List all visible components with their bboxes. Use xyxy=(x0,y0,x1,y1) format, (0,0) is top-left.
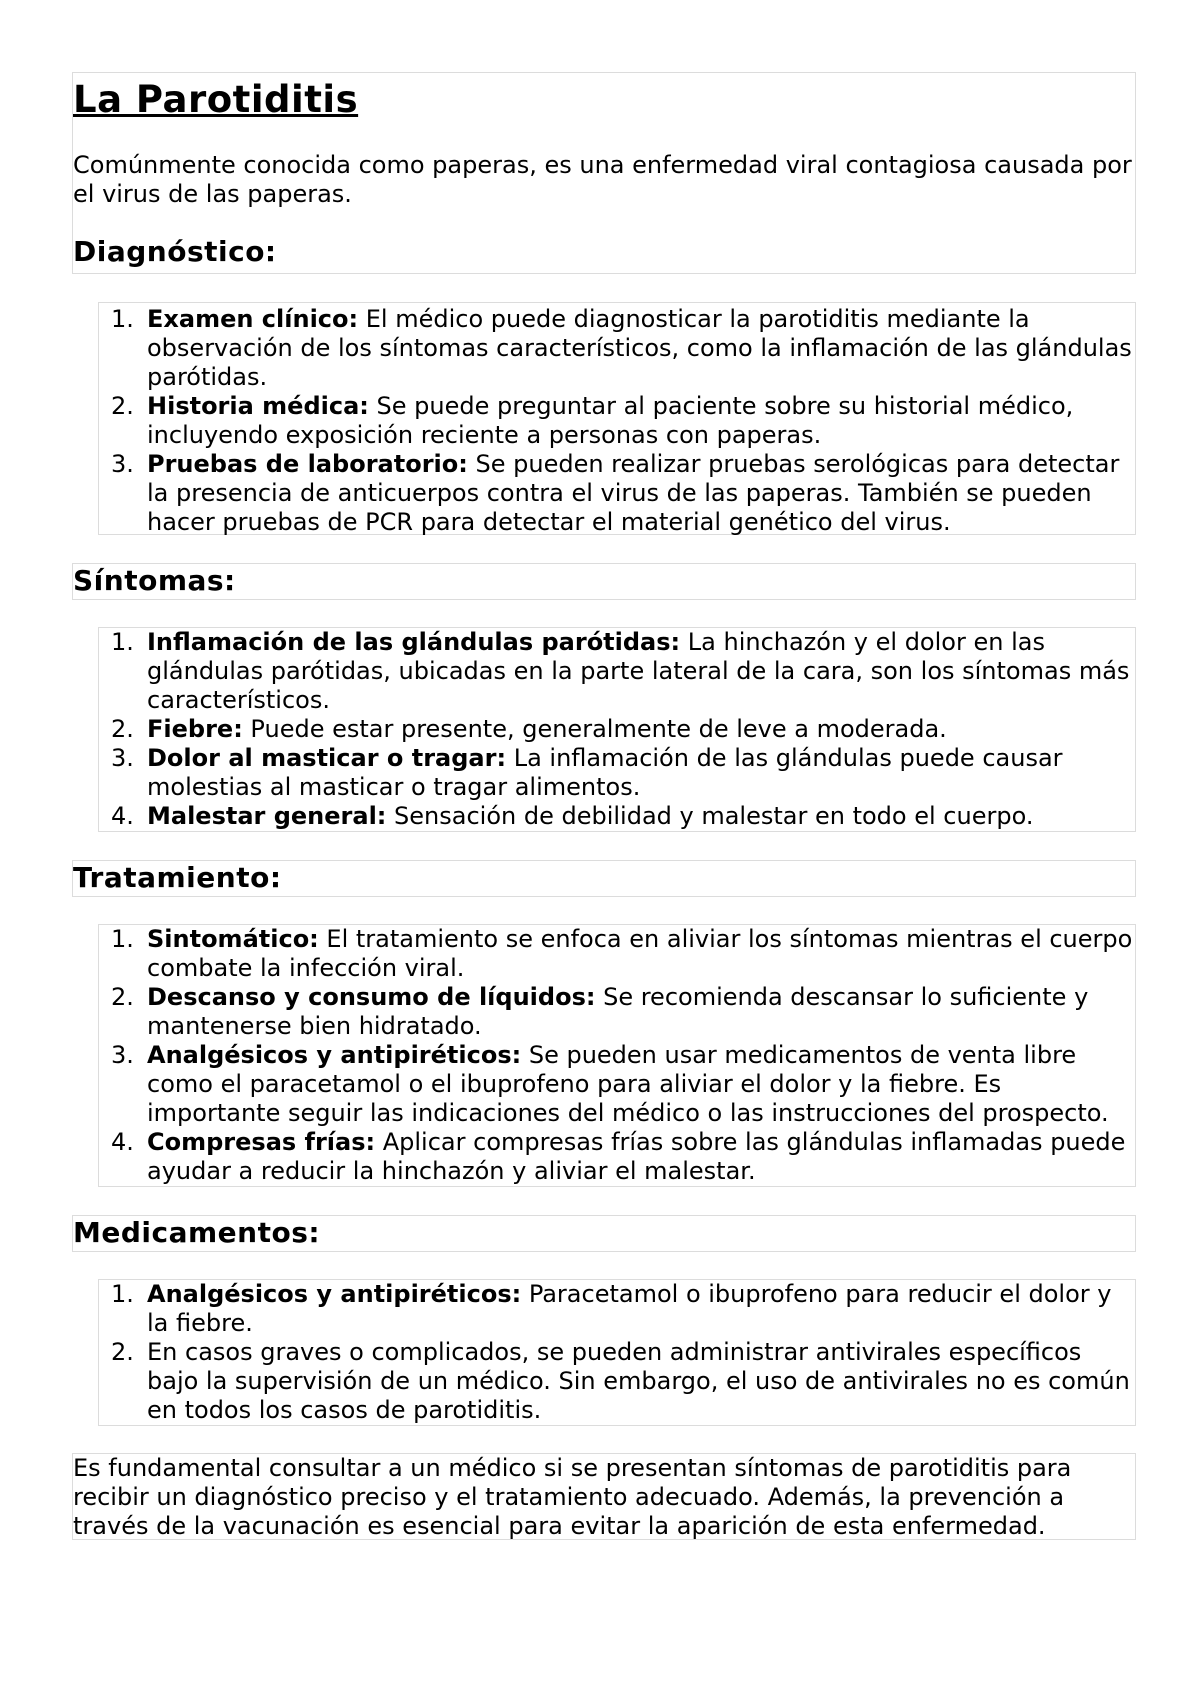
list-item xyxy=(99,1041,1135,1128)
page-title: La Parotiditis xyxy=(73,78,359,121)
list-number: 2. xyxy=(111,1338,134,1366)
tratamiento-heading-box xyxy=(72,860,1136,897)
section-heading-sintomas: Síntomas: xyxy=(73,564,236,597)
list-text: Sensación de debilidad y malestar en todo el cuerpo. xyxy=(386,802,1034,830)
list-number: 3. xyxy=(111,1041,134,1069)
list-item xyxy=(99,925,1135,983)
list-number: 3. xyxy=(111,744,134,772)
list-text: Se puede preguntar al paciente sobre su historial médico, incluyendo exposición reciente a personas con paperas. xyxy=(147,392,1074,449)
list-text: La inflamación de las glándulas puede causar molestias al masticar o tragar alimentos. xyxy=(147,744,1063,801)
list-term: Inflamación de las glándulas parótidas: xyxy=(147,628,681,656)
list-text: En casos graves o complicados, se pueden administrar antivirales específicos bajo la supervisión de un médico. Sin embargo, el uso de antivirales no es común en todos los casos de parotiditis. xyxy=(147,1338,1130,1424)
section-heading-tratamiento: Tratamiento: xyxy=(73,861,282,894)
list-number: 1. xyxy=(111,1280,134,1308)
list-number: 2. xyxy=(111,392,134,420)
list-item xyxy=(99,450,1135,537)
list-number: 1. xyxy=(111,628,134,656)
medicamentos-heading-box xyxy=(72,1215,1136,1252)
list-number: 2. xyxy=(111,715,134,743)
list-number: 4. xyxy=(111,802,134,830)
list-item xyxy=(99,983,1135,1041)
list-item xyxy=(99,305,1135,392)
list-item xyxy=(99,802,1135,831)
list-term: Fiebre: xyxy=(147,715,243,743)
list-number: 2. xyxy=(111,983,134,1011)
section-heading-diagnostico: Diagnóstico: xyxy=(73,235,277,268)
list-item xyxy=(99,1338,1135,1425)
list-text: Puede estar presente, generalmente de leve a moderada. xyxy=(242,715,947,743)
list-number: 4. xyxy=(111,1128,134,1156)
list-text: Se pueden usar medicamentos de venta libre como el paracetamol o el ibuprofeno para aliviar el dolor y la fiebre. Es importante seguir las indicaciones del médico o las instrucciones del prospecto. xyxy=(147,1041,1109,1127)
list-term: Dolor al masticar o tragar: xyxy=(147,744,507,772)
list-item xyxy=(99,1280,1135,1338)
list-number: 1. xyxy=(111,305,134,333)
list-number: 1. xyxy=(111,925,134,953)
conclusion-box xyxy=(72,1453,1136,1540)
list-term: Analgésicos y antipiréticos: xyxy=(147,1041,522,1069)
list-item xyxy=(99,628,1135,715)
intro-paragraph: Comúnmente conocida como paperas, es una enfermedad viral contagiosa causada por el virus de las paperas. xyxy=(73,151,1132,208)
sintomas-list xyxy=(99,628,1135,831)
list-text: Aplicar compresas frías sobre las glándulas inflamadas puede ayudar a reducir la hinchazón y aliviar el malestar. xyxy=(147,1128,1126,1185)
list-term: Historia médica: xyxy=(147,392,369,420)
list-term: Descanso y consumo de líquidos: xyxy=(147,983,596,1011)
list-number: 3. xyxy=(111,450,134,478)
header-block xyxy=(72,72,1136,274)
list-text: El médico puede diagnosticar la parotiditis mediante la observación de los síntomas característicos, como la inflamación de las glándulas parótidas. xyxy=(147,305,1132,391)
medicamentos-list xyxy=(99,1280,1135,1425)
sintomas-heading-box xyxy=(72,563,1136,600)
conclusion-paragraph: Es fundamental consultar a un médico si se presentan síntomas de parotiditis para recibir un diagnóstico preciso y el tratamiento adecuado. Además, la prevención a través de la vacunación es esencial para evitar la aparición de esta enfermedad. xyxy=(73,1454,1072,1540)
list-text: Paracetamol o ibuprofeno para reducir el dolor y la fiebre. xyxy=(147,1280,1112,1337)
list-term: Sintomático: xyxy=(147,925,319,953)
list-text: El tratamiento se enfoca en aliviar los síntomas mientras el cuerpo combate la infección viral. xyxy=(147,925,1133,982)
list-term: Compresas frías: xyxy=(147,1128,376,1156)
list-item xyxy=(99,715,1135,744)
list-term: Analgésicos y antipiréticos: xyxy=(147,1280,522,1308)
diagnostico-list-box xyxy=(98,302,1136,535)
tratamiento-list-box xyxy=(98,924,1136,1187)
list-item xyxy=(99,392,1135,450)
list-term: Examen clínico: xyxy=(147,305,359,333)
tratamiento-list xyxy=(99,925,1135,1186)
list-text: Se recomienda descansar lo suficiente y mantenerse bien hidratado. xyxy=(147,983,1089,1040)
list-text: La hinchazón y el dolor en las glándulas parótidas, ubicadas en la parte lateral de la cara, son los síntomas más característicos. xyxy=(147,628,1130,714)
diagnostico-list xyxy=(99,305,1135,537)
list-text: Se pueden realizar pruebas serológicas para detectar la presencia de anticuerpos contra el virus de las paperas. También se pueden hacer pruebas de PCR para detectar el material genético del virus. xyxy=(147,450,1120,536)
medicamentos-list-box xyxy=(98,1279,1136,1426)
list-item xyxy=(99,744,1135,802)
list-term: Pruebas de laboratorio: xyxy=(147,450,468,478)
sintomas-list-box xyxy=(98,627,1136,832)
list-term: Malestar general: xyxy=(147,802,387,830)
list-item xyxy=(99,1128,1135,1186)
section-heading-medicamentos: Medicamentos: xyxy=(73,1216,321,1249)
